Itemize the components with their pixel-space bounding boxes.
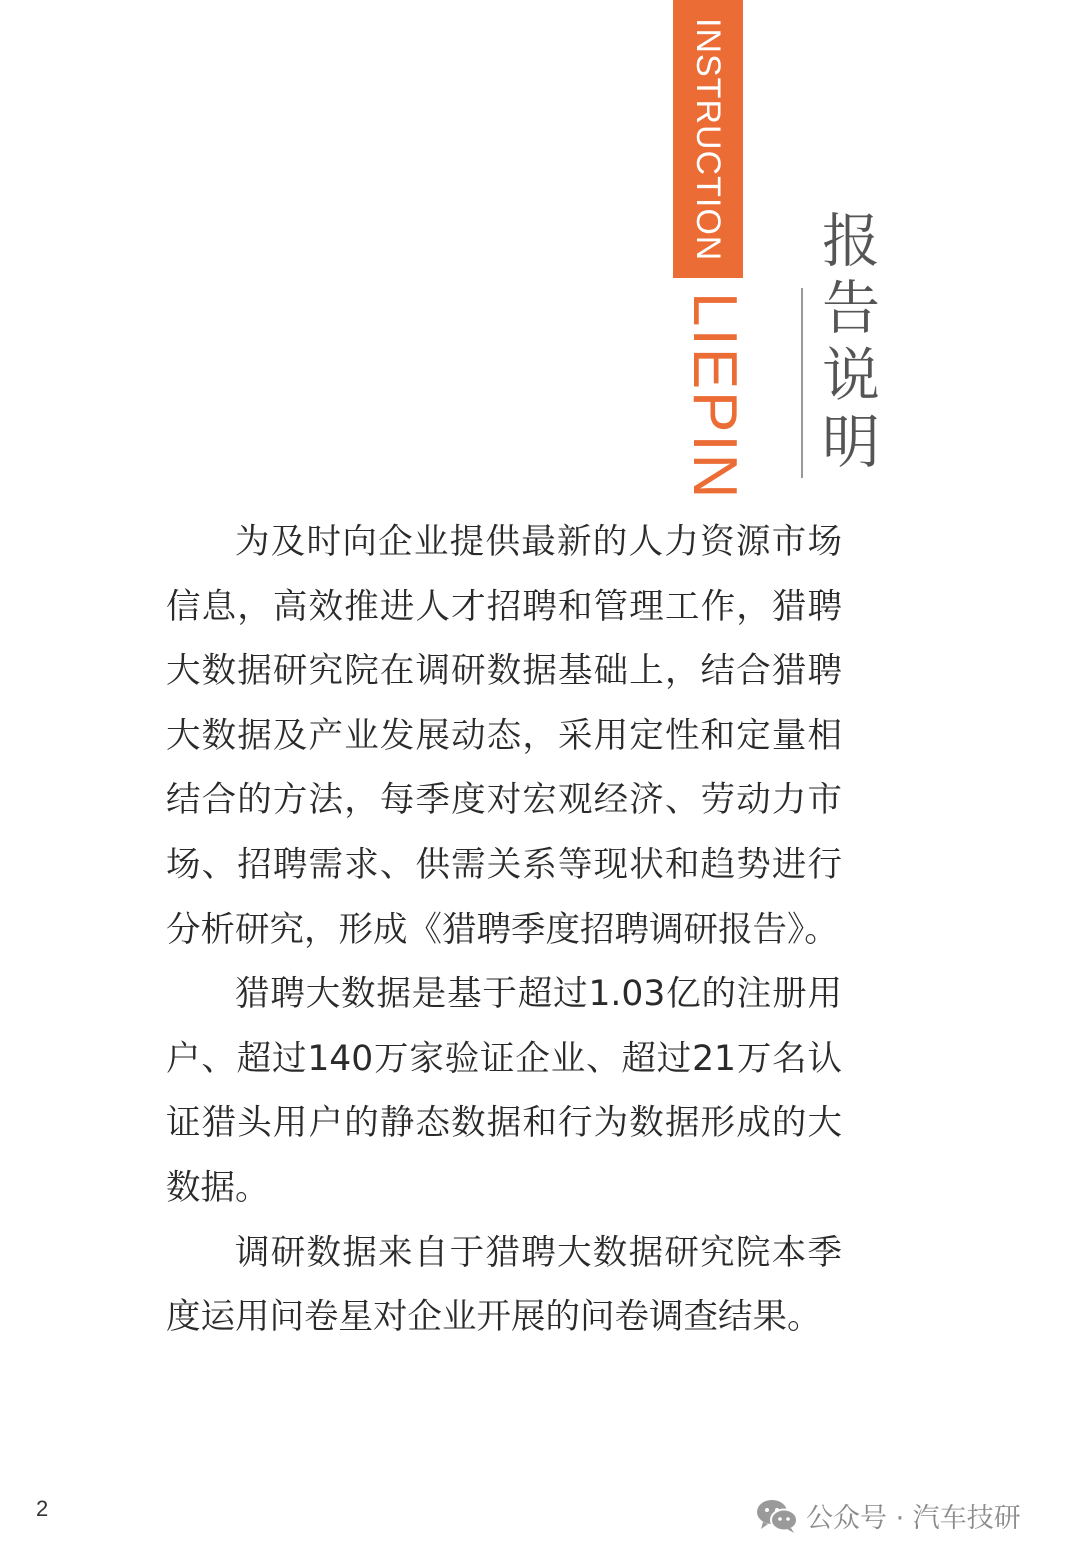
title-divider [801, 288, 803, 478]
paragraph: 为及时向企业提供最新的人力资源市场信息，高效推进人才招聘和管理工作，猎聘大数据研究院在调研数据基础上，结合猎聘大数据及产业发展动态，采用定性和定量相结合的方法，每季度对宏观经济、劳动力市场、招聘需求、供需关系等现状和趋势进行分析研究，形成《猎聘季度招聘调研报告》。 [166, 522, 842, 950]
body-text [166, 510, 842, 1350]
watermark-text: 公众号 · 汽车技研 [806, 1503, 1021, 1534]
header-label-en: INSTRUCTION [689, 18, 727, 262]
page-title: 报告说明 [812, 210, 880, 478]
paragraph: 猎聘大数据是基于超过1.03亿的注册用户、超过140万家验证企业、超过21万名认证猎头用户的静态数据和行为数据形成的大数据。 [166, 974, 842, 1208]
page-number: 2 [36, 1496, 49, 1521]
paragraph: 调研数据来自于猎聘大数据研究院本季度运用问卷星对企业开展的问卷调查结果。 [166, 1232, 842, 1338]
wechat-icon [756, 1498, 798, 1534]
brand-name: LIEPIN [680, 292, 749, 501]
watermark [756, 1496, 1021, 1535]
